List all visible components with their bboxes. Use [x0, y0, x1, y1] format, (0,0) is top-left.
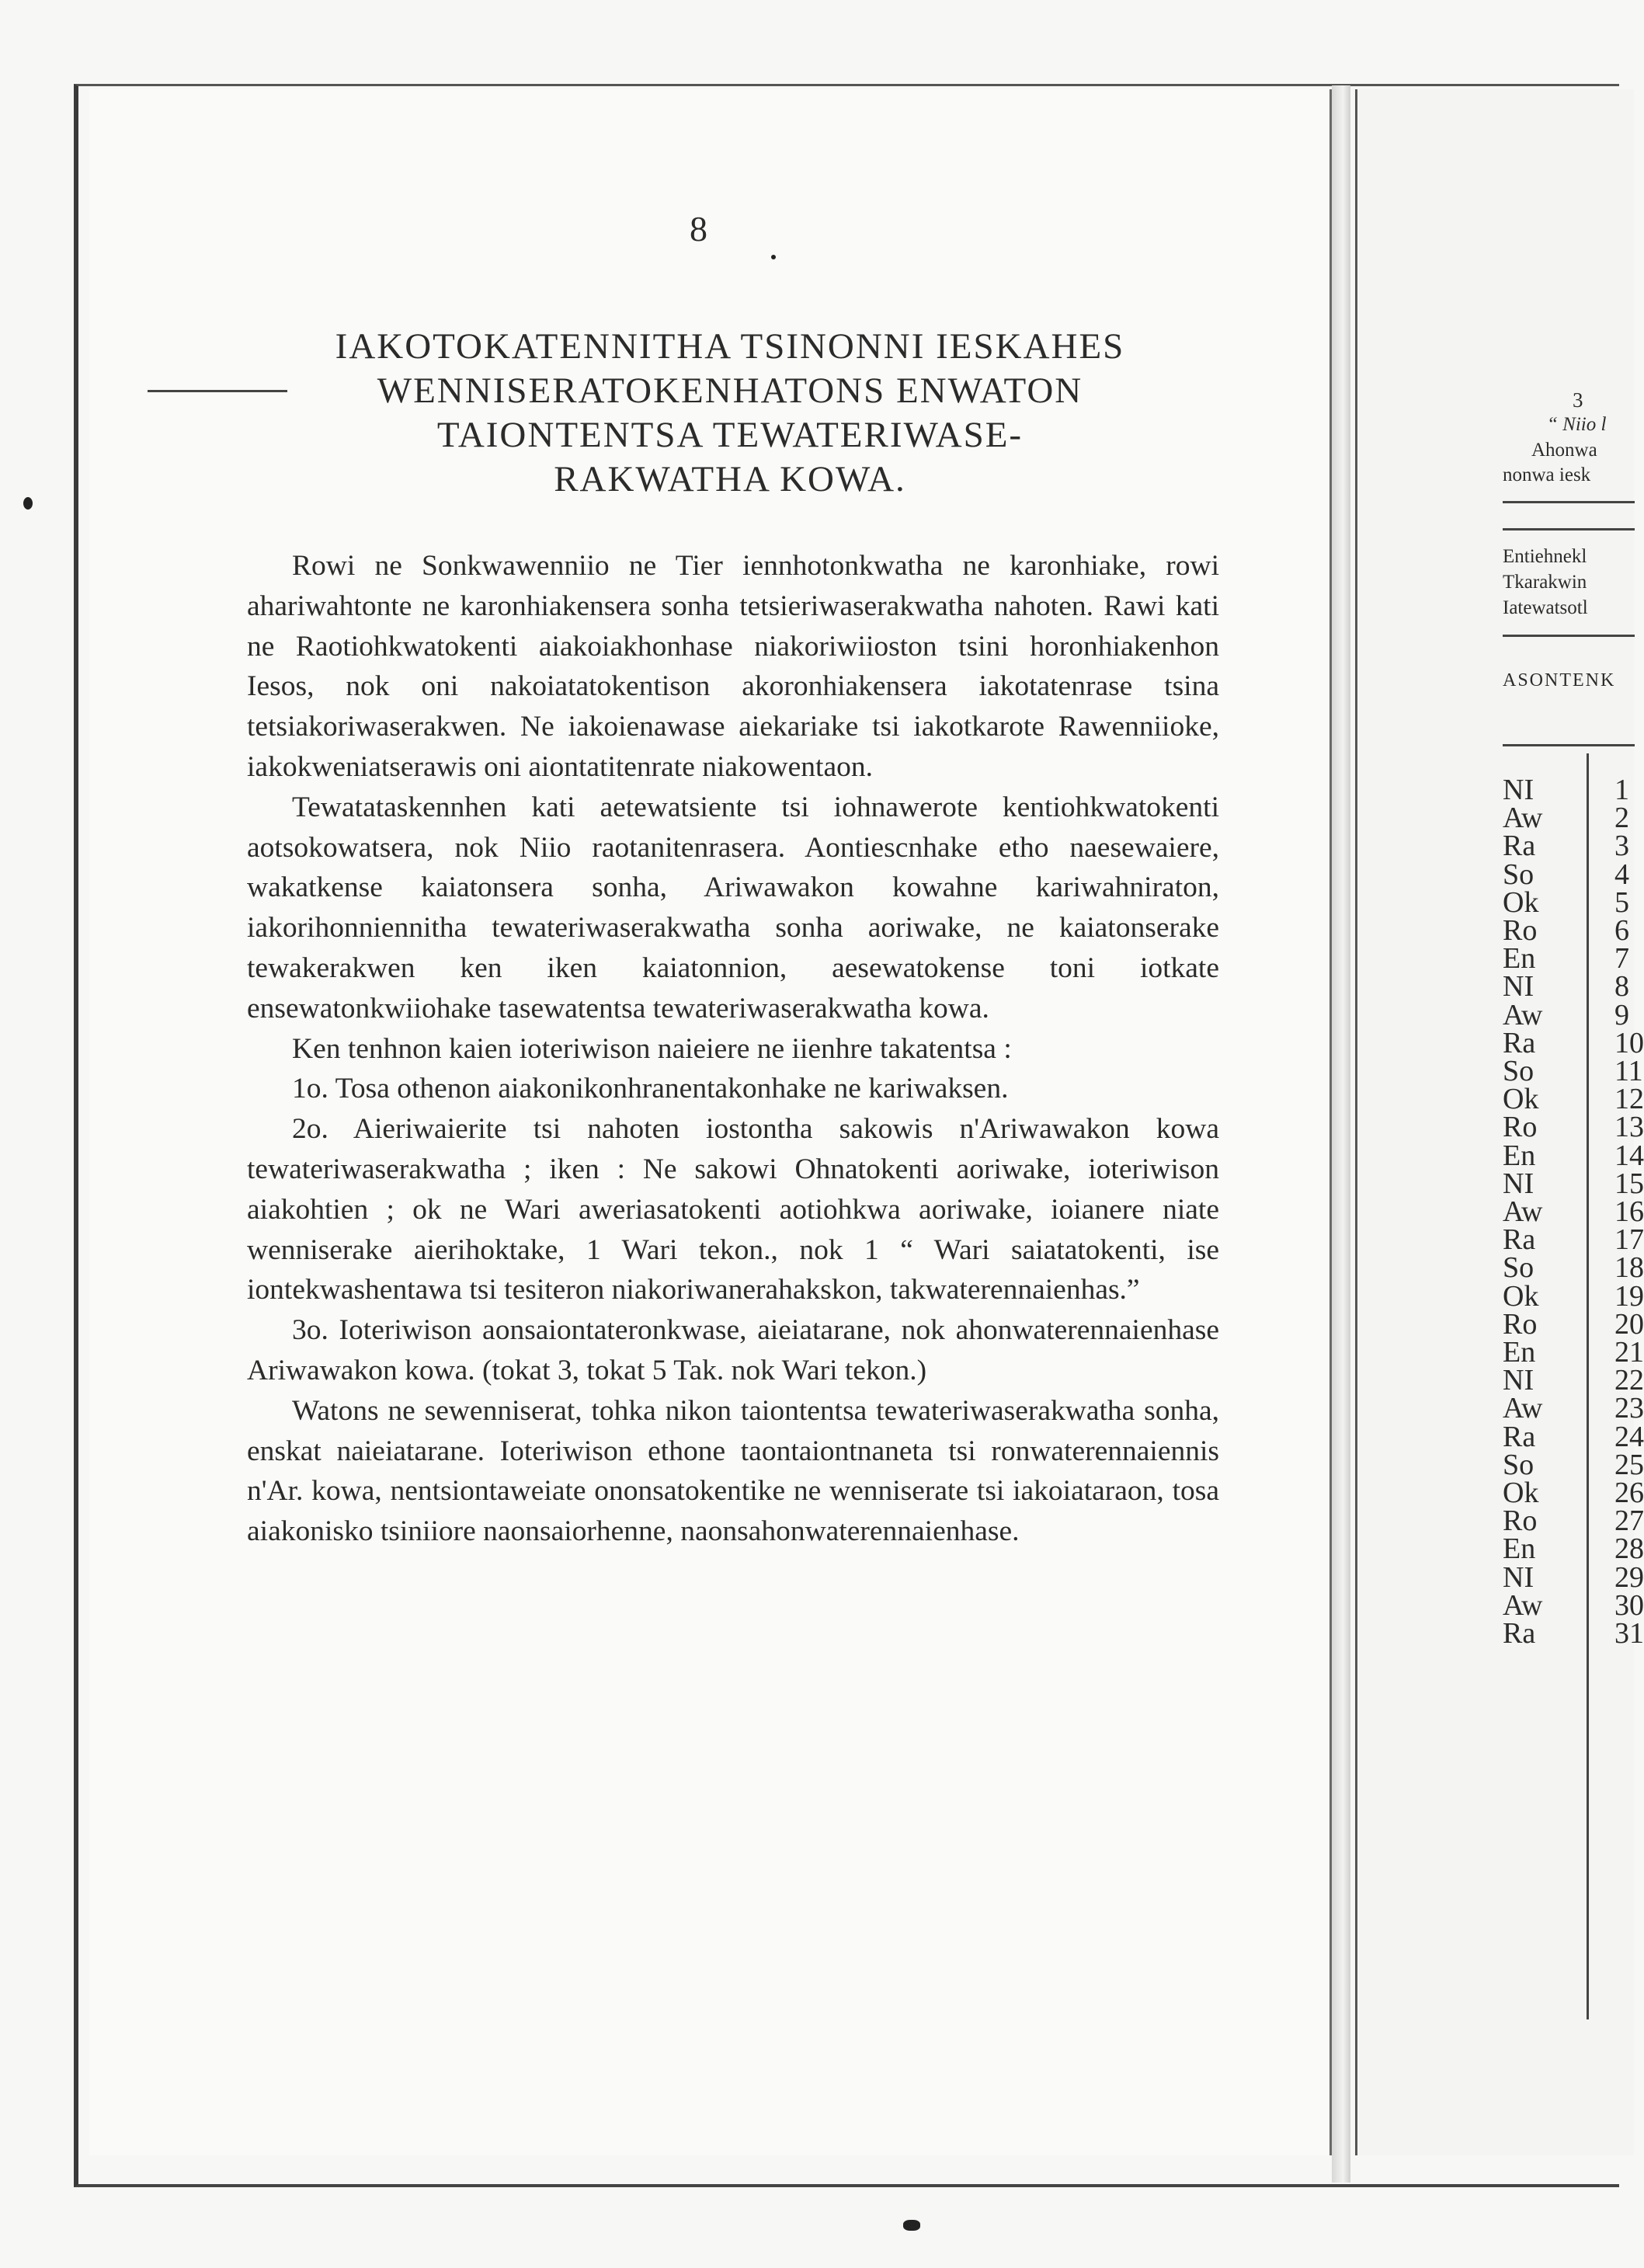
contents-row-abbr: Ra: [1503, 830, 1536, 863]
right-page: [1355, 89, 1634, 2155]
contents-row-number: 24: [1614, 1420, 1644, 1453]
contents-row-abbr: En: [1503, 1336, 1536, 1369]
contents-row-abbr: Ro: [1503, 1307, 1538, 1341]
contents-row-abbr: En: [1503, 1532, 1536, 1566]
divider-rule: [1503, 635, 1635, 637]
contents-row-abbr: So: [1503, 857, 1535, 891]
contents-row-number: 17: [1614, 1223, 1644, 1257]
body-paragraph: 2o. Aieriwaierite tsi nahoten iostontha sakowis n'Ariwawakon kowa tewateriwaserakwatha ; iken : Ne sakowi Ohnatokenti aoriwake, ioteriwison aiakohtien ; ok ne Wari aweriasatokenti aotiohkwa aoriwake, ioianere niate wenniserake aierihoktake, 1 Wari tekon., nok 1 “ Wari saiatatokenti, ise iontekwashentawa tsi tesiteron niakoriwanerahakskon, takwaterennaienhas.”: [247, 1113, 1219, 1306]
contents-row-abbr: NI: [1503, 1167, 1535, 1200]
contents-row-abbr: So: [1503, 1055, 1535, 1087]
heading-line: WENNISERATOKENHATONS ENWATON: [377, 370, 1083, 411]
page-heading: [233, 325, 1227, 502]
contents-row-number: 25: [1614, 1448, 1644, 1481]
contents-row-abbr: Ra: [1503, 1617, 1536, 1650]
body-paragraph: 3o. Ioteriwison aonsaiontateronkwase, aieiatarane, nok ahonwaterennaienhase Ariwawakon kowa. (tokat 3, tokat 5 Tak. nok Wari tekon.): [247, 1314, 1219, 1386]
contents-row-number: 5: [1614, 885, 1629, 919]
contents-row-number: 12: [1614, 1083, 1644, 1116]
contents-row-number: 23: [1614, 1392, 1644, 1425]
scan-speck: [23, 497, 33, 510]
contents-row-number: 21: [1614, 1336, 1644, 1369]
scan-speck: [903, 2220, 920, 2231]
contents-row-abbr: NI: [1503, 970, 1535, 1004]
contents-row-abbr: Aw: [1503, 998, 1543, 1031]
contents-row-number: 13: [1614, 1111, 1644, 1144]
contents-row-number: 31: [1614, 1617, 1644, 1650]
contents-row-number: 7: [1614, 942, 1629, 976]
contents-row-abbr: En: [1503, 942, 1536, 976]
rp-middle-line: Entiehnekl: [1503, 546, 1587, 567]
heading-line: RAKWATHA KOWA.: [554, 459, 906, 499]
rp-header-line: nonwa iesk: [1503, 464, 1591, 485]
contents-row-abbr: Ro: [1503, 1111, 1538, 1144]
contents-row-abbr: Ok: [1503, 885, 1539, 919]
rp-header-line: “ Niio l: [1547, 414, 1607, 435]
contents-row-number: 14: [1614, 1139, 1644, 1172]
heading-line: IAKOTOKATENNITHA TSINONNI IESKAHES: [335, 326, 1125, 367]
contents-row-number: 15: [1614, 1167, 1644, 1200]
page-number: 8: [690, 209, 707, 249]
body-text: [247, 546, 1219, 1552]
contents-row-number: 30: [1614, 1588, 1644, 1622]
contents-row-abbr: Ra: [1503, 1026, 1536, 1059]
contents-row-abbr: NI: [1503, 774, 1535, 806]
contents-row-number: 22: [1614, 1364, 1644, 1397]
contents-row-number: 1: [1614, 774, 1629, 806]
contents-row-number: 16: [1614, 1195, 1644, 1228]
divider-rule: [1503, 528, 1635, 530]
contents-row-number: 10: [1614, 1026, 1644, 1059]
contents-row-abbr: Aw: [1503, 1588, 1543, 1622]
body-paragraph: Rowi ne Sonkwawenniio ne Tier iennhotonkwatha ne karonhiake, rowi ahariwahtonte ne karonhiakensera sonha tetsieriwaserakwatha nahoten. Rawi kati ne Raotiohkwatokenti aiakoiakhonhase niakoriwiioston tsini horonhiakenhon Iesos, nok oni nakoiatatokentison akoronhiakensera iakotatenrase tsina tetsiakoriwaserakwen. Ne iakoienawase aiekariake tsi iakotkarote Rawenniioke, iakokweniatserawis oni aiontatitenrate niakowentaon.: [247, 550, 1219, 783]
contents-row-number: 6: [1614, 914, 1629, 947]
divider-rule: [1503, 744, 1635, 746]
contents-column-rule: [1587, 753, 1589, 2019]
contents-row-abbr: Aw: [1503, 802, 1543, 835]
scan-speck: [771, 255, 776, 259]
divider-rule: [148, 390, 287, 392]
heading-line: TAIONTENTSA TEWATERIWASE-: [436, 415, 1024, 455]
contents-row-number: 11: [1614, 1055, 1643, 1087]
contents-row-abbr: Aw: [1503, 1392, 1543, 1425]
contents-row-number: 20: [1614, 1307, 1644, 1341]
body-paragraph: Ken tenhnon kaien ioteriwison naieiere ne iienhre takatentsa :: [292, 1032, 1012, 1065]
contents-row-number: 2: [1614, 802, 1629, 835]
rp-middle-line: Iatewatsotl: [1503, 597, 1588, 618]
contents-row-number: 9: [1614, 998, 1629, 1031]
contents-row-abbr: En: [1503, 1139, 1536, 1172]
contents-row-abbr: NI: [1503, 1560, 1535, 1594]
contents-row-number: 3: [1614, 830, 1629, 863]
contents-row-number: 26: [1614, 1477, 1644, 1509]
contents-row-abbr: Ok: [1503, 1279, 1539, 1313]
rp-middle-line: Tkarakwin: [1503, 572, 1587, 593]
contents-row-number: 19: [1614, 1279, 1644, 1313]
contents-row-abbr: So: [1503, 1251, 1535, 1285]
contents-row-number: 28: [1614, 1532, 1644, 1566]
contents-row-abbr: Ro: [1503, 1504, 1538, 1538]
body-paragraph: 1o. Tosa othenon aiakonikonhranentakonhake ne kariwaksen.: [292, 1073, 1009, 1105]
book-gutter: [1332, 85, 1350, 2183]
body-paragraph: Watons ne sewenniserat, tohka nikon taiontentsa tewateriwaserakwatha sonha, enskat naieiatarane. Ioteriwison ethone taontaiontnaneta tsi ronwaterennaiennis n'Ar. kowa, nentsiontaweiate ononsatokentike ne wenniserate tsi iakoiataraon, tosa aiakonisko tsiniiore naonsaiorhenne, naonsahonwaterennaienhase.: [247, 1394, 1219, 1548]
rp-header-line: Ahonwa: [1531, 440, 1597, 461]
contents-row-abbr: Ok: [1503, 1083, 1539, 1116]
contents-row-abbr: Ok: [1503, 1477, 1539, 1509]
contents-row-abbr: Ra: [1503, 1420, 1536, 1453]
divider-rule: [1503, 501, 1635, 503]
contents-row-abbr: Ra: [1503, 1223, 1536, 1257]
contents-row-abbr: So: [1503, 1448, 1535, 1481]
contents-row-abbr: Ro: [1503, 914, 1538, 947]
contents-row-number: 29: [1614, 1560, 1644, 1594]
contents-row-number: 18: [1614, 1251, 1644, 1285]
rp-header-line: 3: [1573, 388, 1583, 412]
contents-row-number: 8: [1614, 970, 1629, 1004]
contents-row-abbr: NI: [1503, 1364, 1535, 1397]
contents-row-number: 27: [1614, 1504, 1644, 1538]
contents-heading: ASONTENK: [1503, 670, 1616, 690]
contents-row-abbr: Aw: [1503, 1195, 1543, 1228]
body-paragraph: Tewatataskennhen kati aetewatsiente tsi iohnawerote kentiohkwatokenti aotsokowatsera, nok Niio raotanitenrasera. Aontiescnhake etho naesewaiere, wakatkense kaiatonsera sonha, Ariwawakon kowahne kariwahniraton, iakorihonniennitha tewateriwaserakwatha sonha aoriwake, ne kaiatonserake tewakerakwen ken iken kaiatonnion, aesewatokense toni iotkate ensewatonkwiiohake tasewatentsa tewateriwaserakwatha kowa.: [247, 791, 1219, 1024]
contents-row-number: 4: [1614, 857, 1629, 891]
